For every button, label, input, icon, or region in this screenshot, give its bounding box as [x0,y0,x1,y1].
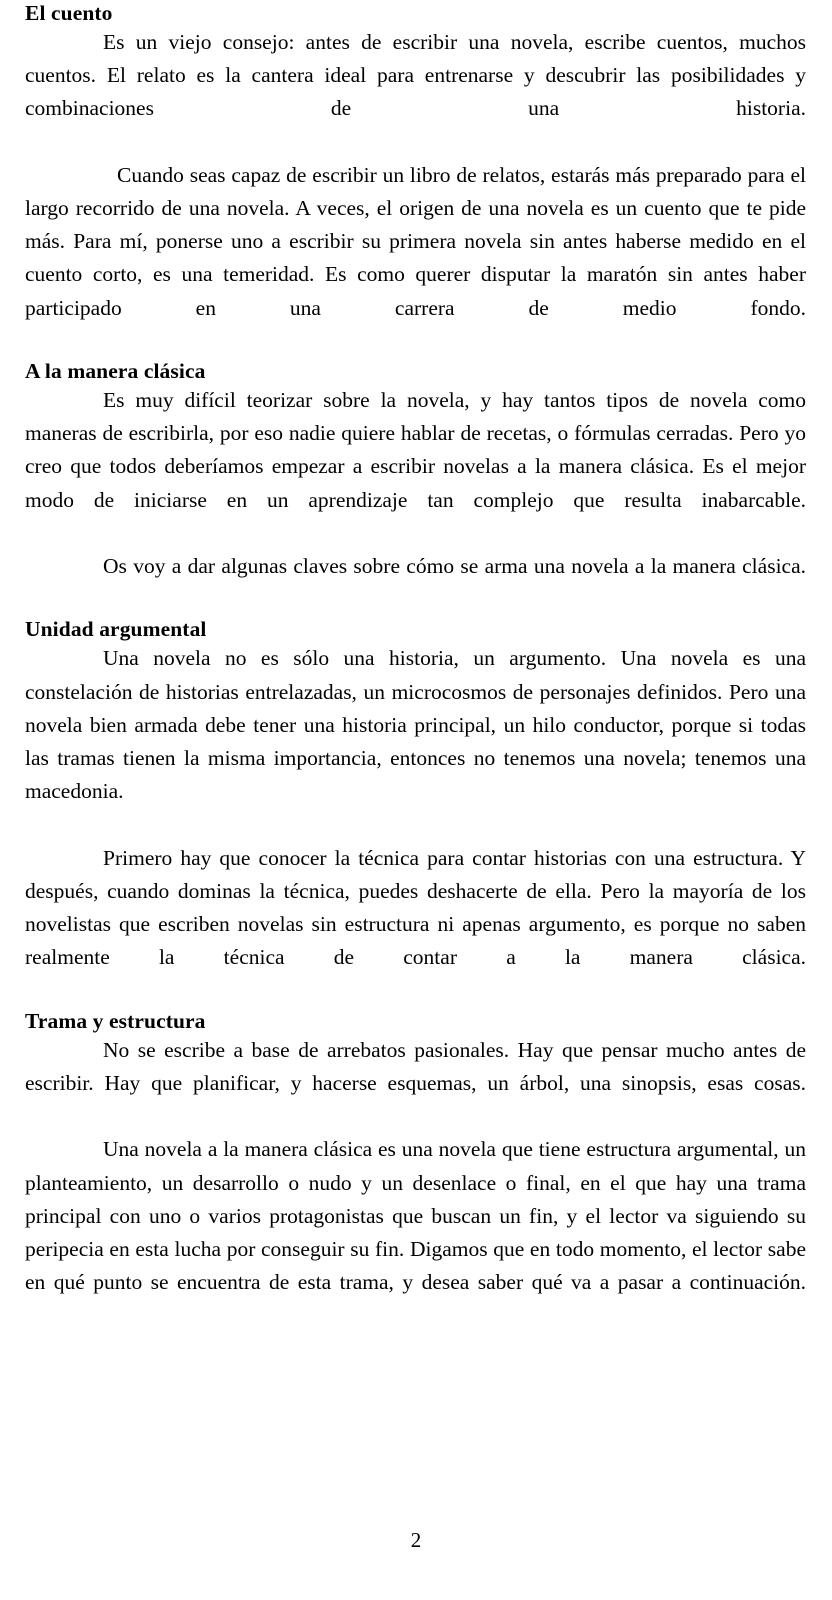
section-heading-unidad-argumental: Unidad argumental [25,617,207,642]
paragraph: Una novela no es sólo una historia, un argumento. Una novela es una constelación de historias entrelazadas, un microcosmos de personajes definidos. Pero una novela bien armada debe tener una historia principal, un hilo conductor, porque si todas las tramas tienen la misma importancia, entonces no tenemos una novela; tenemos una macedonia. [25,646,806,804]
paragraph: Cuando seas capaz de escribir un libro de relatos, estarás más preparado para el largo recorrido de una novela. A veces, el origen de una novela es un cuento que te pide más. Para mí, ponerse uno a escribir su primera novela sin antes haberse medido en el cuento corto, es una temeridad. Es como querer disputar la maratón sin antes haber participado en una carrera de medio fondo. [25,162,806,320]
section-heading-trama-y-estructura: Trama y estructura [25,1008,206,1033]
paragraph: Una novela a la manera clásica es una novela que tiene estructura argumental, un planteamiento, un desarrollo o nudo y un desenlace o final, en el que hay una trama principal con uno o varios protagonistas que buscan un fin, y el lector va siguiendo su peripecia en esta lucha por conseguir su fin. Digamos que en todo momento, el lector sabe en qué punto se encuentra de esta trama, y desea saber qué va a pasar a continuación. [25,1137,806,1295]
paragraph: Os voy a dar algunas claves sobre cómo se arma una novela a la manera clásica. [103,554,806,579]
paragraph: Primero hay que conocer la técnica para contar historias con una estructura. Y después, cuando dominas la técnica, puedes deshacerte de ella. Pero la mayoría de los novelistas que escriben novelas sin estructura ni apenas argumento, es porque no saben realmente la técnica de contar a la manera clásica. [25,845,806,970]
paragraph: Es un viejo consejo: antes de escribir una novela, escribe cuentos, muchos cuentos. El relato es la cantera ideal para entrenarse y descubrir las posibilidades y combinaciones de una historia. [25,30,806,121]
page-content [25,0,806,1333]
section-heading-el-cuento: El cuento [25,1,113,25]
paragraph: Es muy difícil teorizar sobre la novela, y hay tantos tipos de novela como maneras de escribirla, por eso nadie quiere hablar de recetas, o fórmulas cerradas. Pero yo creo que todos deberíamos empezar a escribir novelas a la manera clásica. Es el mejor modo de iniciarse en un aprendizaje tan complejo que resulta inabarcable. [25,388,806,512]
paragraph: No se escribe a base de arrebatos pasionales. Hay que pensar mucho antes de escribir. Hay que planificar, y hacerse esquemas, un árbol, una sinopsis, esas cosas. [25,1037,806,1095]
page-number: 2 [410,1528,422,1552]
section-heading-a-la-manera-clasica: A la manera clásica [25,359,206,384]
